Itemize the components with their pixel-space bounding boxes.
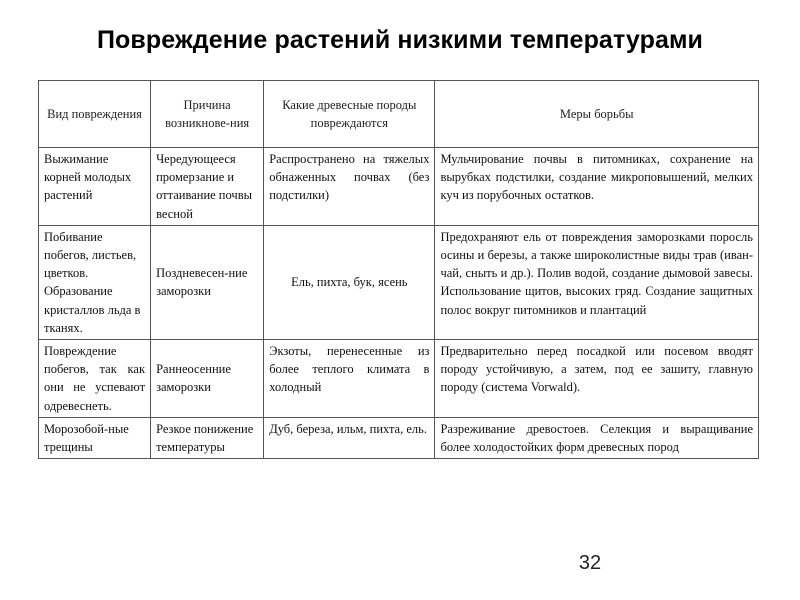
cell-measures: Предохраняют ель от повреждения заморозками поросль осины и березы, а также широколистные виды трав (иван-чай, сныть и др.). Полив водой, создание дымовой завесы. Использование щитов, высоких гряд. Создание защитных полос вокруг питомников и плантаций: [435, 225, 759, 339]
cell-damage-type: Выжимание корней молодых растений: [39, 148, 151, 226]
cell-species: Ель, пихта, бук, ясень: [264, 225, 435, 339]
header-species: Какие древесные породы повреждаются: [264, 81, 435, 148]
page-number: 32: [578, 552, 602, 574]
cell-measures: Мульчирование почвы в питомниках, сохранение на вырубках подстилки, создание микроповышений, мелких куч из порубочных остатков.: [435, 148, 759, 226]
table-row: [39, 417, 759, 458]
cell-cause: Чередующееся промерзание и оттаивание почвы весной: [151, 148, 264, 226]
table-header-row: [39, 81, 759, 148]
header-measures: Меры борьбы: [435, 81, 759, 148]
header-cause: Причина возникнове-ния: [151, 81, 264, 148]
cell-measures: Разреживание древостоев. Селекция и выращивание более холодостойких форм древесных пород: [435, 417, 759, 458]
cell-cause: Резкое понижение температуры: [151, 417, 264, 458]
cell-measures: Предварительно перед посадкой или посевом вводят породу устойчивую, а затем, под ее зашиту, главную породу (система Vorwald).: [435, 340, 759, 418]
cell-species: Экзоты, перенесенные из более теплого климата в холодный: [264, 340, 435, 418]
cell-cause: Поздневесен-ние заморозки: [151, 225, 264, 339]
table-row: [39, 225, 759, 339]
header-damage-type: Вид повреждения: [39, 81, 151, 148]
cell-damage-type: Морозобой-ные трещины: [39, 417, 151, 458]
cell-damage-type: Побивание побегов, листьев, цветков. Образование кристаллов льда в тканях.: [39, 225, 151, 339]
cell-cause: Раннеосенние заморозки: [151, 340, 264, 418]
cell-species: Дуб, береза, ильм, пихта, ель.: [264, 417, 435, 458]
damage-table: [38, 80, 759, 459]
table-row: [39, 340, 759, 418]
table-row: [39, 148, 759, 226]
cell-damage-type: Повреждение побегов, так как они не успевают одревеснеть.: [39, 340, 151, 418]
slide-title: Повреждение растений низкими температурами: [96, 26, 704, 54]
cell-species: Распространено на тяжелых обнаженных почвах (без подстилки): [264, 148, 435, 226]
